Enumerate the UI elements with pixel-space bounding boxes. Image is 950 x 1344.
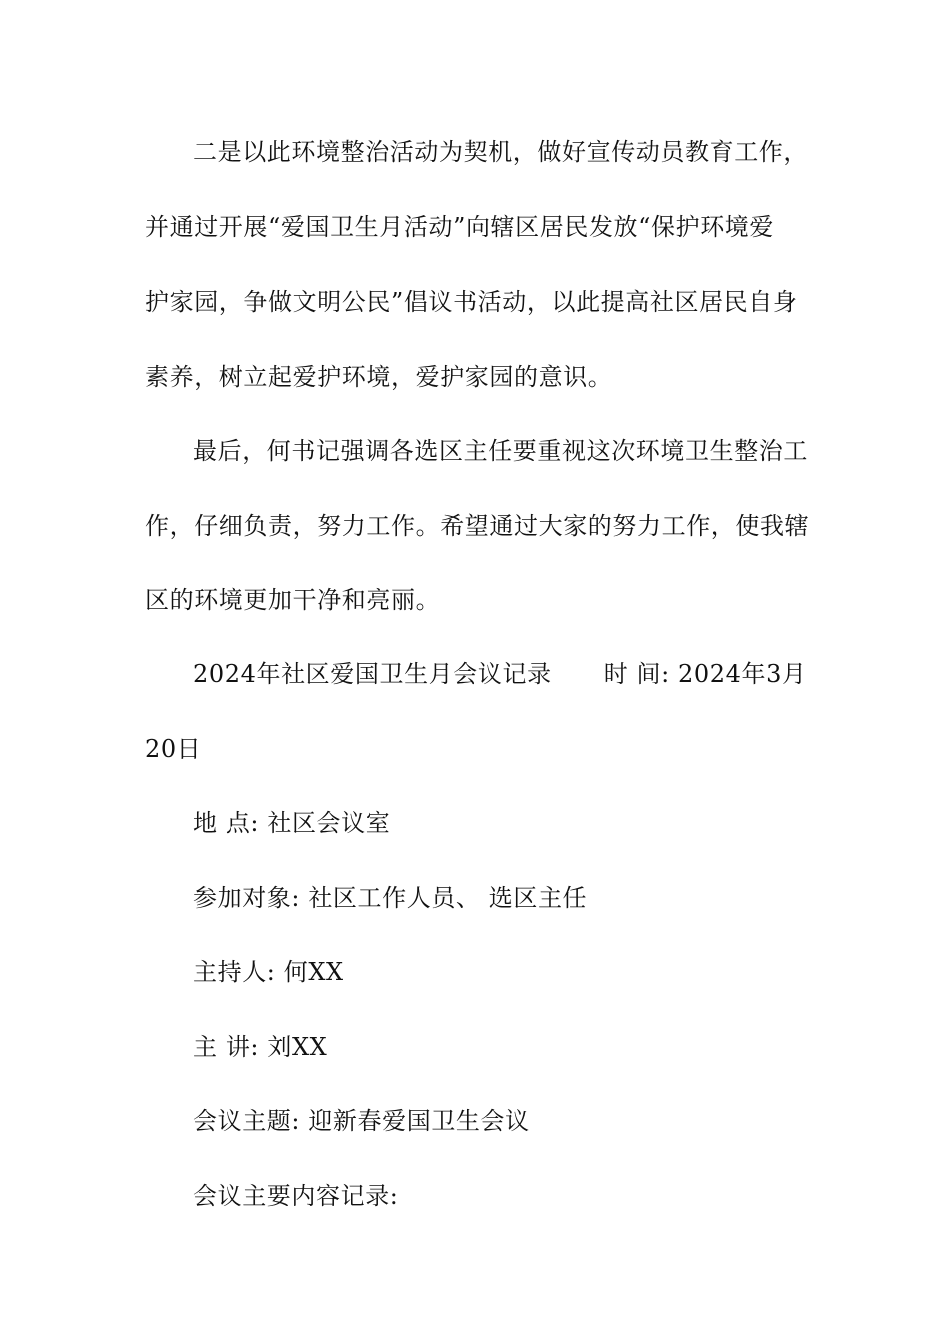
paragraph-2-line-1: 二是以此环境整治活动为契机，做好宣传动员教育工作，: [193, 138, 808, 166]
meeting-speaker: 主 讲: 刘XX: [193, 1033, 328, 1061]
meeting-topic: 会议主题: 迎新春爱国卫生会议: [193, 1107, 530, 1135]
meeting-content-label: 会议主要内容记录:: [193, 1182, 399, 1210]
paragraph-3-line-1: 最后，何书记强调各选区主任要重视这次环境卫生整治工: [193, 437, 808, 465]
time-value: 2024年3月: [678, 660, 807, 688]
paragraph-2-line-4: 素养，树立起爱护环境，爱护家园的意识。: [145, 363, 613, 391]
time-label: 时 间:: [603, 660, 670, 688]
paragraph-3-line-3: 区的环境更加干净和亮丽。: [145, 586, 441, 614]
meeting-place: 地 点: 社区会议室: [193, 809, 391, 837]
paragraph-2-line-3: 护家园，争做文明公民”倡议书活动，以此提高社区居民自身: [145, 288, 798, 316]
paragraph-3-line-2: 作，仔细负责，努力工作。希望通过大家的努力工作，使我辖: [145, 512, 810, 540]
paragraph-2-line-2: 并通过开展“爱国卫生月活动”向辖区居民发放“保护环境爱: [145, 213, 775, 241]
time-value-continued: 20日: [145, 735, 202, 763]
meeting-title: 2024年社区爱国卫生月会议记录: [193, 660, 552, 688]
meeting-title-line: [193, 659, 805, 689]
meeting-host: 主持人: 何XX: [193, 958, 344, 986]
meeting-participants: 参加对象: 社区工作人员、 选区主任: [193, 884, 588, 912]
